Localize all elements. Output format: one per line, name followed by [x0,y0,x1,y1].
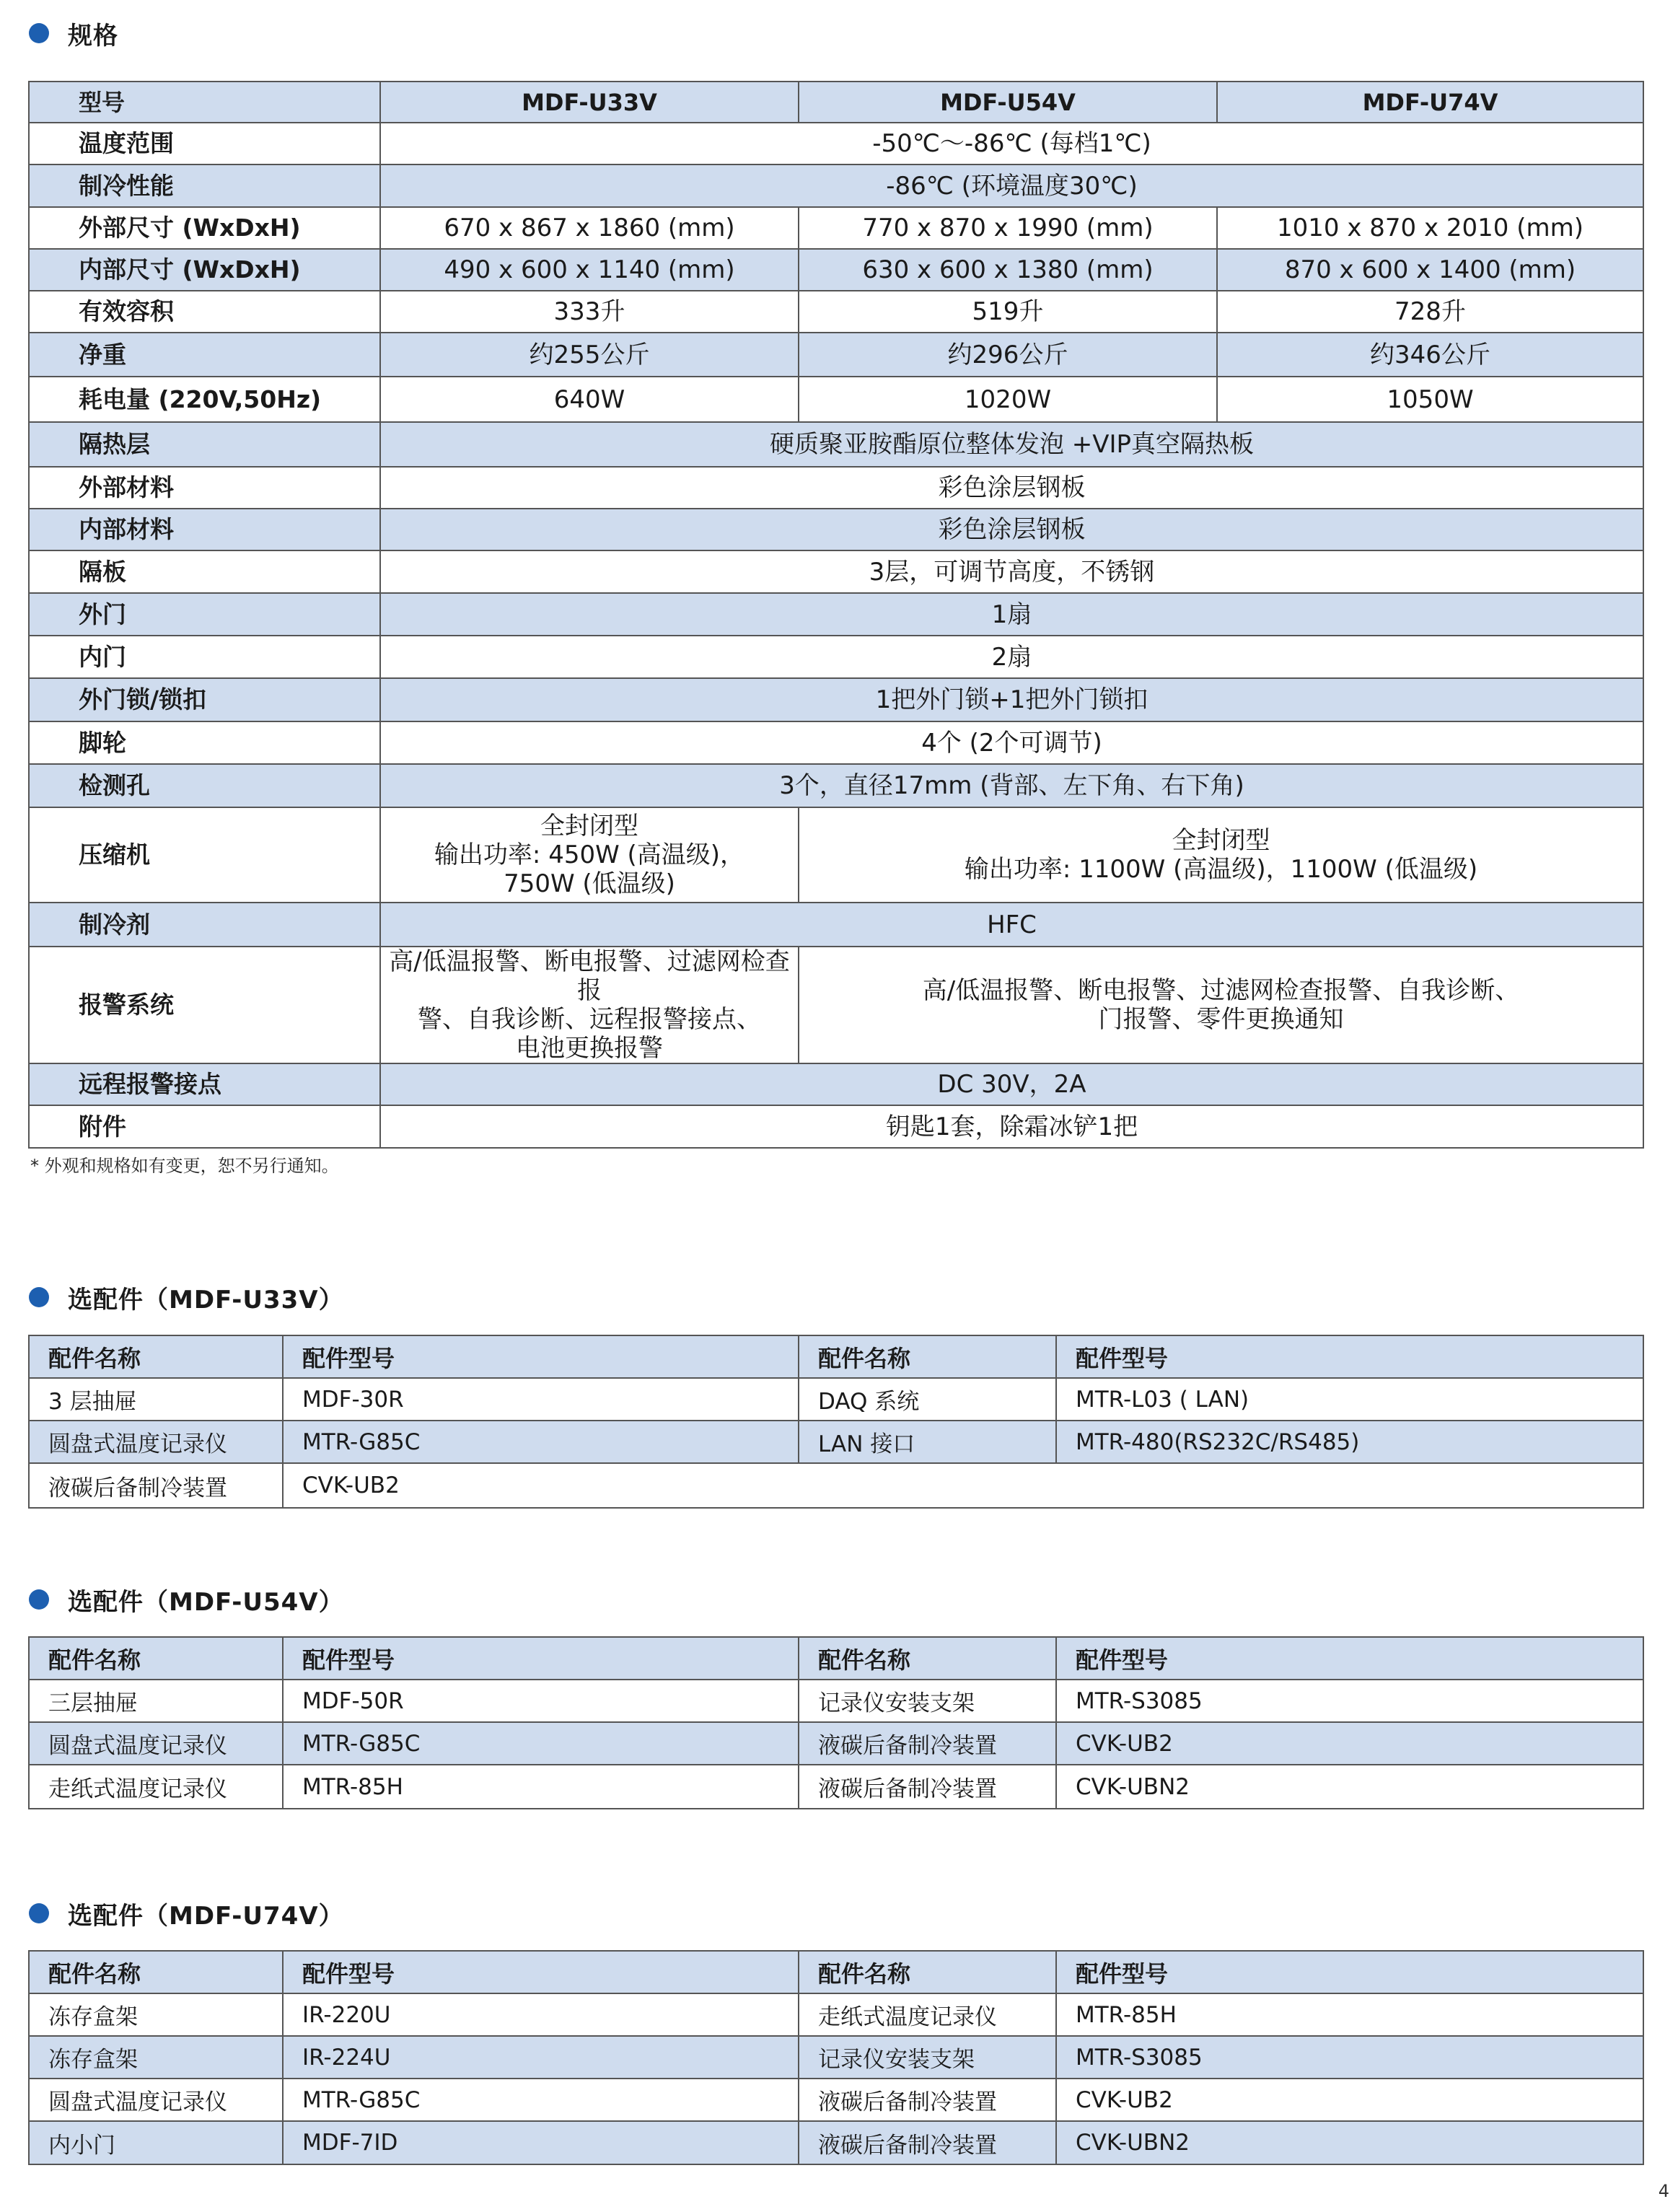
table-cell: IR-224U [283,2036,799,2079]
table-cell: MDF-7ID [283,2121,799,2164]
col-header: 配件型号 [1056,1637,1643,1680]
table-cell: 液碳后备制冷装置 [799,2121,1056,2164]
row-value: 1020W [799,377,1217,422]
model-header: MDF-U33V [380,82,799,123]
table-cell: MTR-S3085 [1056,2036,1643,2079]
table-header-row [29,1637,1643,1680]
table-row [29,1722,1643,1765]
acc74-heading: 选配件（MDF-U74V） [29,1892,344,1935]
row-value: 4个 (2个可调节) [380,721,1643,764]
accessories-table-u54v [28,1636,1644,1809]
table-row [29,721,1643,764]
table-cell: 液碳后备制冷装置 [799,1765,1056,1809]
row-value: 彩色涂层钢板 [380,467,1643,509]
accessories-table-u74v [28,1950,1644,2165]
bullet-dot-icon [29,1903,49,1923]
row-label: 隔板 [29,550,380,593]
table-cell: 圆盘式温度记录仪 [29,2079,283,2121]
row-value: DC 30V，2A [380,1063,1643,1105]
table-cell: 圆盘式温度记录仪 [29,1421,283,1463]
table-cell: MDF-30R [283,1378,799,1421]
col-header: 配件名称 [799,1951,1056,1993]
table-row [29,2036,1643,2079]
table-cell: CVK-UB2 [1056,2079,1643,2121]
table-cell: 冻存盒架 [29,1993,283,2036]
page-number: 4 [1658,2181,1669,2201]
col-header: 配件名称 [29,1951,283,1993]
row-label: 净重 [29,333,380,377]
table-row [29,593,1643,636]
table-header-row [29,1335,1643,1378]
spec-footnote: * 外观和规格如有变更，恕不另行通知。 [30,1156,339,1176]
row-label: 压缩机 [29,807,380,903]
row-label: 隔热层 [29,422,380,467]
table-row [29,291,1643,333]
table-row [29,164,1643,207]
col-header: 配件型号 [283,1951,799,1993]
row-value: 1把外门锁+1把外门锁扣 [380,678,1643,721]
table-row [29,1993,1643,2036]
table-cell: CVK-UBN2 [1056,1765,1643,1809]
row-label: 制冷性能 [29,164,380,207]
table-cell: 走纸式温度记录仪 [29,1765,283,1809]
col-header: 配件名称 [29,1637,283,1680]
row-value: HFC [380,903,1643,947]
table-header-row [29,1951,1643,1993]
col-header: 配件名称 [799,1637,1056,1680]
table-cell: MTR-85H [1056,1993,1643,2036]
table-cell: MTR-480(RS232C/RS485) [1056,1421,1643,1463]
row-label: 外门 [29,593,380,636]
table-row [29,207,1643,249]
col-header: 配件名称 [799,1335,1056,1378]
table-cell: IR-220U [283,1993,799,2036]
col-header: 配件型号 [283,1335,799,1378]
row-label: 外门锁/锁扣 [29,678,380,721]
row-value: 1010 x 870 x 2010 (mm) [1217,207,1643,249]
table-cell: CVK-UB2 [283,1463,1643,1508]
row-value: 约296公斤 [799,333,1217,377]
row-value: 全封闭型 输出功率: 450W (高温级)， 750W (低温级) [380,807,799,903]
acc33-heading: 选配件（MDF-U33V） [29,1276,344,1319]
row-label: 外部材料 [29,467,380,509]
table-row [29,1463,1643,1508]
table-cell: LAN 接口 [799,1421,1056,1463]
model-header: MDF-U54V [799,82,1217,123]
table-cell: MTR-G85C [283,1421,799,1463]
table-row [29,1063,1643,1105]
table-row [29,947,1643,1063]
row-value: -50℃～-86℃ (每档1℃) [380,123,1643,164]
col-header: 配件型号 [1056,1951,1643,1993]
row-value: 钥匙1套，除霜冰铲1把 [380,1105,1643,1148]
table-row [29,550,1643,593]
table-row [29,377,1643,422]
table-cell: MTR-G85C [283,2079,799,2121]
row-label: 外部尺寸 (WxDxH) [29,207,380,249]
table-row [29,764,1643,807]
row-value: 2扇 [380,636,1643,678]
row-value: 640W [380,377,799,422]
row-label: 型号 [29,82,380,123]
row-value: 519升 [799,291,1217,333]
table-cell: MTR-85H [283,1765,799,1809]
col-header: 配件名称 [29,1335,283,1378]
row-value: 1050W [1217,377,1643,422]
table-row [29,467,1643,509]
acc54-heading: 选配件（MDF-U54V） [29,1578,344,1621]
row-label: 脚轮 [29,721,380,764]
row-value: -86℃ (环境温度30℃) [380,164,1643,207]
table-row [29,2079,1643,2121]
accessories-table-u33v [28,1335,1644,1509]
table-row [29,422,1643,467]
row-value: 高/低温报警、断电报警、过滤网检查报 警、自我诊断、远程报警接点、 电池更换报警 [380,947,799,1063]
row-label: 内部尺寸 (WxDxH) [29,249,380,291]
row-label: 报警系统 [29,947,380,1063]
table-row [29,903,1643,947]
row-value: 1扇 [380,593,1643,636]
table-row [29,509,1643,550]
row-label: 检测孔 [29,764,380,807]
table-cell: 内小门 [29,2121,283,2164]
row-value: 333升 [380,291,799,333]
row-label: 有效容积 [29,291,380,333]
row-label: 内部材料 [29,509,380,550]
table-row [29,1421,1643,1463]
table-cell: CVK-UB2 [1056,1722,1643,1765]
row-label: 温度范围 [29,123,380,164]
table-cell: 三层抽屉 [29,1680,283,1722]
model-header: MDF-U74V [1217,82,1643,123]
table-cell: 液碳后备制冷装置 [799,2079,1056,2121]
table-cell: 圆盘式温度记录仪 [29,1722,283,1765]
table-cell: 记录仪安装支架 [799,2036,1056,2079]
row-value: 728升 [1217,291,1643,333]
table-cell: 液碳后备制冷装置 [29,1463,283,1508]
row-value: 770 x 870 x 1990 (mm) [799,207,1217,249]
row-value: 490 x 600 x 1140 (mm) [380,249,799,291]
row-value: 870 x 600 x 1400 (mm) [1217,249,1643,291]
row-value: 高/低温报警、断电报警、过滤网检查报警、自我诊断、 门报警、零件更换通知 [799,947,1643,1063]
row-value: 630 x 600 x 1380 (mm) [799,249,1217,291]
bullet-dot-icon [29,1287,49,1307]
table-row [29,636,1643,678]
row-label: 耗电量 (220V,50Hz) [29,377,380,422]
table-row [29,807,1643,903]
row-value: 3个，直径17mm (背部、左下角、右下角) [380,764,1643,807]
table-cell: 3 层抽屉 [29,1378,283,1421]
table-cell: MTR-G85C [283,1722,799,1765]
row-value: 硬质聚亚胺酯原位整体发泡 +VIP真空隔热板 [380,422,1643,467]
spec-table [28,81,1644,1149]
col-header: 配件型号 [1056,1335,1643,1378]
spec-heading: 规格 [29,12,118,55]
table-cell: MDF-50R [283,1680,799,1722]
col-header: 配件型号 [283,1637,799,1680]
table-cell: MTR-S3085 [1056,1680,1643,1722]
table-row [29,82,1643,123]
row-value: 全封闭型 输出功率: 1100W (高温级)，1100W (低温级) [799,807,1643,903]
row-value: 670 x 867 x 1860 (mm) [380,207,799,249]
row-value: 约255公斤 [380,333,799,377]
table-row [29,333,1643,377]
row-value: 3层，可调节高度，不锈钢 [380,550,1643,593]
table-row [29,249,1643,291]
table-row [29,1378,1643,1421]
row-label: 远程报警接点 [29,1063,380,1105]
table-row [29,1765,1643,1809]
table-cell: 走纸式温度记录仪 [799,1993,1056,2036]
table-row [29,1680,1643,1722]
table-cell: DAQ 系统 [799,1378,1056,1421]
table-row [29,2121,1643,2164]
table-row [29,678,1643,721]
row-value: 彩色涂层钢板 [380,509,1643,550]
row-label: 附件 [29,1105,380,1148]
bullet-dot-icon [29,23,49,43]
table-cell: 冻存盒架 [29,2036,283,2079]
table-row [29,1105,1643,1148]
row-label: 内门 [29,636,380,678]
table-cell: CVK-UBN2 [1056,2121,1643,2164]
table-cell: 液碳后备制冷装置 [799,1722,1056,1765]
table-cell: MTR-L03 ( LAN) [1056,1378,1643,1421]
row-value: 约346公斤 [1217,333,1643,377]
table-cell: 记录仪安装支架 [799,1680,1056,1722]
table-row [29,123,1643,164]
row-label: 制冷剂 [29,903,380,947]
bullet-dot-icon [29,1589,49,1610]
